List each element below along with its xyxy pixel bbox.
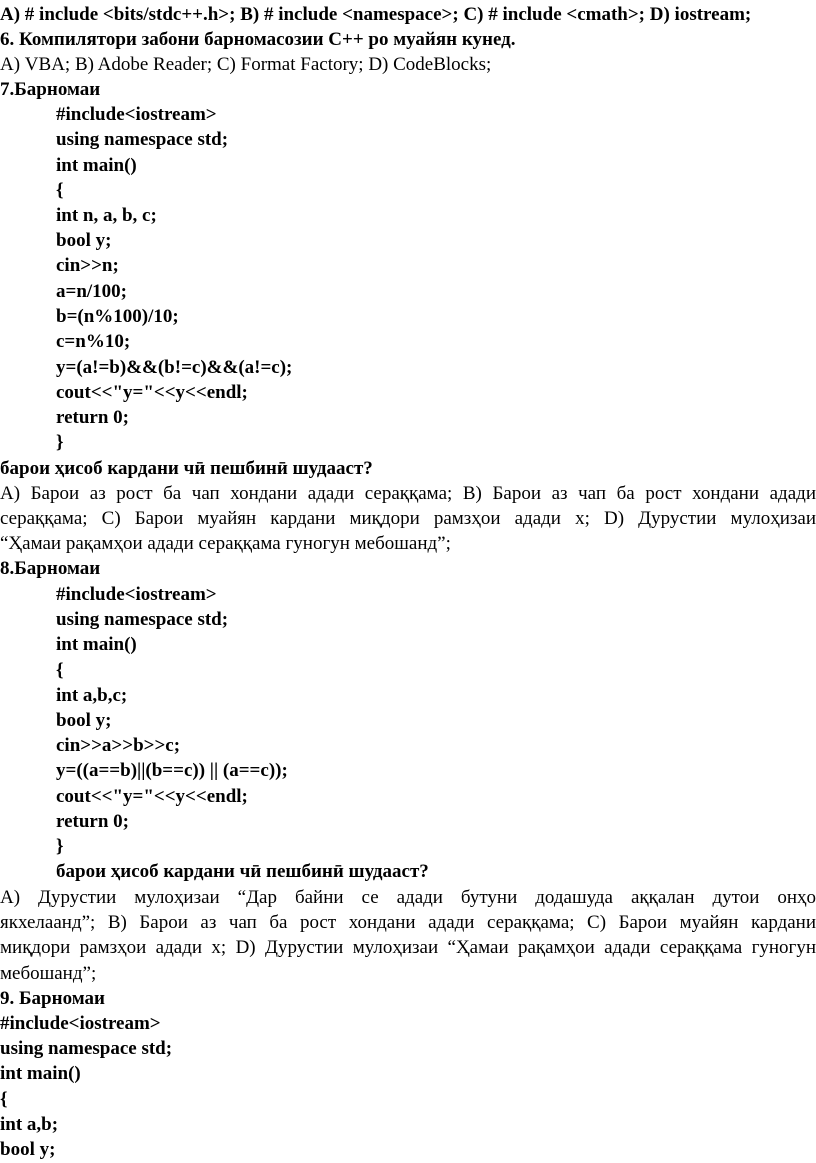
q7-code-line: int main() [56,155,137,176]
q9-code-line: bool y; [0,1139,56,1160]
q7-code-line: b=(n%100)/10; [56,306,179,327]
q5-options: А) # include <bits/stdc++.h>; B) # include <namespace>; C) # include <cmath>; D) iostream; [0,4,752,25]
q7-code-line: return 0; [56,407,129,428]
q8-code-line: #include<iostream> [56,584,217,605]
q9-heading: 9. Барномаи [0,988,105,1009]
q8-code-line: { [56,660,64,681]
q7-options-line: сераққама; C) Барои муайян кардани миқдори рамзҳои адади х; D) Дурустии мулоҳизаи [0,508,816,529]
q7-code-line: { [56,180,64,201]
q7-code-line: using namespace std; [56,129,229,150]
q8-options-line: мебошанд”; [0,963,97,984]
q9-code-line: int a,b; [0,1114,59,1135]
q7-code-line: a=n/100; [56,281,127,302]
q9-code-line: int main() [0,1063,81,1084]
q8-heading: 8.Барномаи [0,558,101,579]
q7-options-line: А) Барои аз рост ба чап хондани адади сераққама; B) Барои аз чап ба рост хондани адади [0,483,816,504]
q8-code-line: y=((a==b)||(b==c)) || (a==c)); [56,760,288,781]
q7-code-line: int n, a, b, c; [56,205,157,226]
q8-code-line: } [56,836,64,857]
q7-code-line: cout<<"y="<<y<<endl; [56,382,248,403]
q7-heading: 7.Барномаи [0,79,101,100]
q7-question: барои ҳисоб кардани чӣ пешбинӣ шудааст? [0,458,373,479]
q7-code-line: } [56,432,64,453]
q9-code-line: #include<iostream> [0,1013,161,1034]
q8-code-line: int a,b,c; [56,685,128,706]
q8-code-line: cin>>a>>b>>c; [56,735,181,756]
q8-question: барои ҳисоб кардани чӣ пешбинӣ шудааст? [56,861,429,882]
q7-options-line: “Ҳамаи рақамҳои адади сераққама гуногун мебошанд”; [0,533,451,554]
q6-question: 6. Компилятори забони барномасозии С++ ро муайян кунед. [0,29,516,50]
q8-code-line: int main() [56,634,137,655]
q8-code-line: bool y; [56,710,112,731]
q7-code-line: y=(a!=b)&&(b!=c)&&(a!=c); [56,357,293,378]
q8-options-line: А) Дурустии мулоҳизаи “Дар байни се адади бутуни додашуда аққалан дутои онҳо [0,887,816,908]
q7-code-line: c=n%10; [56,331,131,352]
q7-code-line: #include<iostream> [56,104,217,125]
q9-code-line: { [0,1089,8,1110]
q8-options-line: якхелаанд”; B) Барои аз чап ба рост хондани адади сераққама; C) Барои муайян кардани [0,912,816,933]
q8-code-line: cout<<"y="<<y<<endl; [56,786,248,807]
q7-code-line: cin>>n; [56,255,119,276]
q9-code-line: using namespace std; [0,1038,173,1059]
q8-options-line: миқдори рамзҳои адади х; D) Дурустии мулоҳизаи “Ҳамаи рақамҳои адади сераққама гуногун [0,937,816,958]
q8-code-line: using namespace std; [56,609,229,630]
q7-code-line: bool y; [56,230,112,251]
q8-code-line: return 0; [56,811,129,832]
q6-options: А) VBA; B) Adobe Reader; C) Format Factory; D) CodeBlocks; [0,54,492,75]
